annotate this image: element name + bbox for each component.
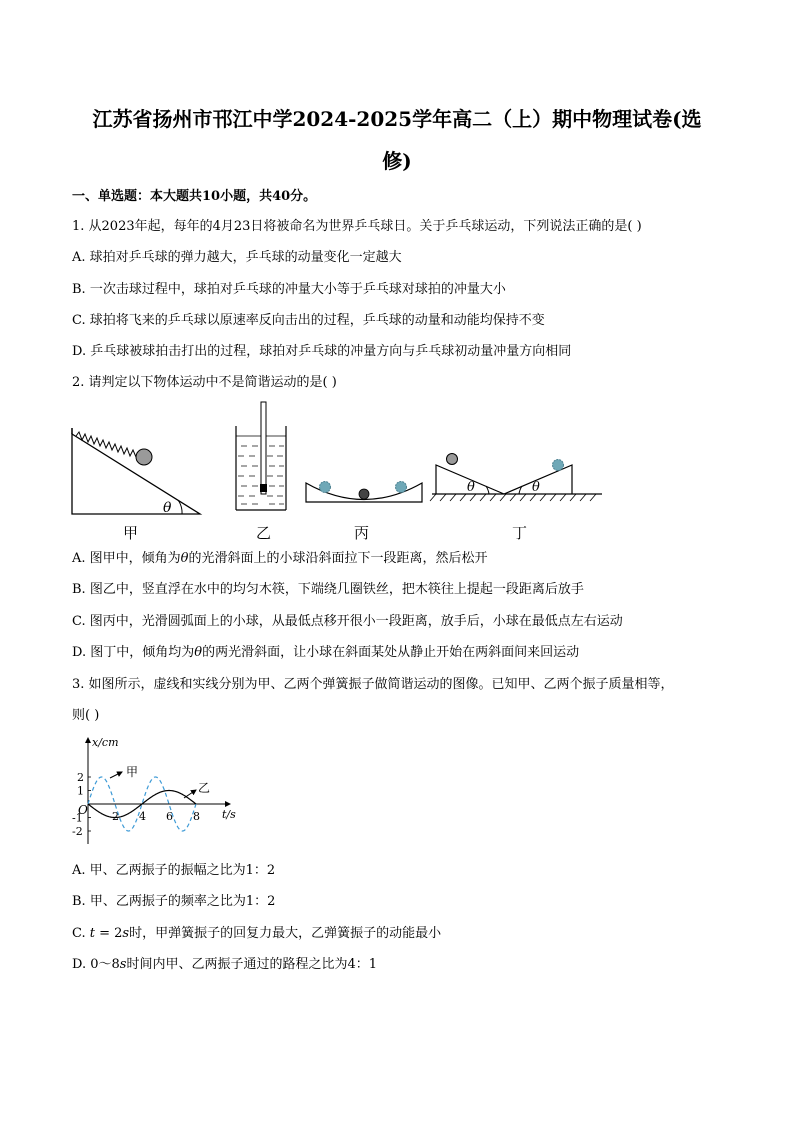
figure-ding xyxy=(430,454,602,543)
q2-stem: 2. 请判定以下物体运动中不是简谐运动的是( ) xyxy=(72,375,337,390)
q3-c-unit: s xyxy=(122,926,130,941)
y-tick-label: -1 xyxy=(72,811,83,825)
series-label-jia: 甲 xyxy=(126,765,139,779)
origin-label: O xyxy=(78,803,88,817)
q3-stem-line-2: 则( ) xyxy=(72,708,100,723)
q3-c-prefix: C. xyxy=(72,926,90,941)
figure-label-yi: 乙 xyxy=(256,524,272,542)
title-line-1: 江苏省扬州市邗江中学2024-2025学年高二（上）期中物理试卷(选 xyxy=(92,107,702,131)
q3-d-text: 时间内甲、乙两振子通过的路程之比为4：1 xyxy=(126,957,377,972)
y-axis-label: x/cm xyxy=(92,736,119,749)
section-heading: 一、单选题：本大题共10小题，共40分。 xyxy=(72,189,317,204)
chopstick-icon xyxy=(261,402,266,494)
ball-icon xyxy=(553,460,564,471)
q1-option-a: A. 球拍对乒乓球的弹力越大，乒乓球的动量变化一定越大 xyxy=(72,250,402,265)
x-tick-label: 8 xyxy=(193,810,200,823)
x-tick-label: 6 xyxy=(166,810,173,823)
q2-d-text-1: D. 图丁中，倾角均为 xyxy=(72,645,195,660)
q3-option-a: A. 甲、乙两振子的振幅之比为1：2 xyxy=(72,863,276,878)
q3-option-d xyxy=(72,956,377,974)
q2-option-c: C. 图丙中，光滑圆弧面上的小球，从最低点移开很小一段距离，放手后，小球在最低点左右运动 xyxy=(72,614,623,629)
q1-option-b: B. 一次击球过程中，球拍对乒乓球的冲量大小等于乒乓球对球拍的冲量大小 xyxy=(72,282,506,297)
q3-stem-line-1: 3. 如图所示，虚线和实线分别为甲、乙两个弹簧振子做简谐运动的图像。已知甲、乙两个振子质量相等， xyxy=(72,677,674,692)
figure-jia xyxy=(72,428,200,542)
theta-label-ding-left: θ xyxy=(467,480,475,495)
ball-icon xyxy=(136,449,152,465)
spring-icon xyxy=(76,432,136,457)
q2-a-text-2: 的光滑斜面上的小球沿斜面拉下一段距离，然后松开 xyxy=(188,551,488,566)
q2-option-d xyxy=(72,644,579,662)
q3-graph xyxy=(68,732,248,852)
q3-option-c xyxy=(72,925,441,943)
q1-stem: 1. 从2023年起，每年的4月23日将被命名为世界乒乓球日。关于乒乓球运动，下列说法正确的是( ) xyxy=(72,219,642,234)
figure-label-bing: 丙 xyxy=(354,524,370,542)
y-tick-label: 2 xyxy=(77,771,84,784)
q3-d-prefix: D. 0～8 xyxy=(72,957,120,972)
ball-icon xyxy=(320,482,331,493)
theta-label-ding-right: θ xyxy=(532,480,540,495)
figure-bing xyxy=(306,482,422,543)
q1-option-c: C. 球拍将飞来的乒乓球以原速率反向击出的过程，乒乓球的动量和动能均保持不变 xyxy=(72,313,545,328)
q3-c-eq: = 2 xyxy=(94,926,123,941)
figure-yi xyxy=(236,402,286,542)
x-axis-label: t/s xyxy=(222,808,236,821)
yi-pointer-arrow xyxy=(184,790,196,798)
series-label-yi: 乙 xyxy=(198,781,211,795)
figure-label-jia: 甲 xyxy=(123,524,139,542)
y-tick-label: -2 xyxy=(72,825,83,838)
x-tick-label: 4 xyxy=(139,810,146,823)
q3-d-unit: s xyxy=(119,957,127,972)
q2-option-b: B. 图乙中，竖直浮在水中的均匀木筷，下端绕几圈铁丝，把木筷往上提起一段距离后放手 xyxy=(72,582,584,597)
ball-icon xyxy=(396,482,407,493)
y-tick-label: 1 xyxy=(77,784,84,798)
theta-label-jia: θ xyxy=(163,500,172,516)
q2-option-a xyxy=(72,550,488,568)
ball-icon xyxy=(447,454,458,465)
jia-pointer-arrow xyxy=(110,772,122,778)
ball-icon xyxy=(359,489,369,499)
exam-title xyxy=(60,98,734,182)
q1-option-d: D. 乒乓球被球拍击打出的过程，球拍对乒乓球的冲量方向与乒乓球初动量冲量方向相同 xyxy=(72,344,572,359)
title-line-2: 修) xyxy=(382,149,412,173)
q2-a-theta: θ xyxy=(180,551,189,566)
q2-d-text-2: 的两光滑斜面，让小球在斜面某处从静止开始在两斜面间来回运动 xyxy=(202,645,580,660)
q3-c-text: 时，甲弹簧振子的回复力最大，乙弹簧振子的动能最小 xyxy=(129,926,442,941)
q3-option-b: B. 甲、乙两振子的频率之比为1：2 xyxy=(72,894,276,909)
q2-figures xyxy=(60,398,620,546)
q3-c-var: t xyxy=(89,926,95,941)
figure-label-ding: 丁 xyxy=(512,524,528,542)
q2-d-theta: θ xyxy=(194,645,203,660)
q2-a-text-1: A. 图甲中，倾角为 xyxy=(72,551,181,566)
x-tick-label: 2 xyxy=(112,810,119,823)
